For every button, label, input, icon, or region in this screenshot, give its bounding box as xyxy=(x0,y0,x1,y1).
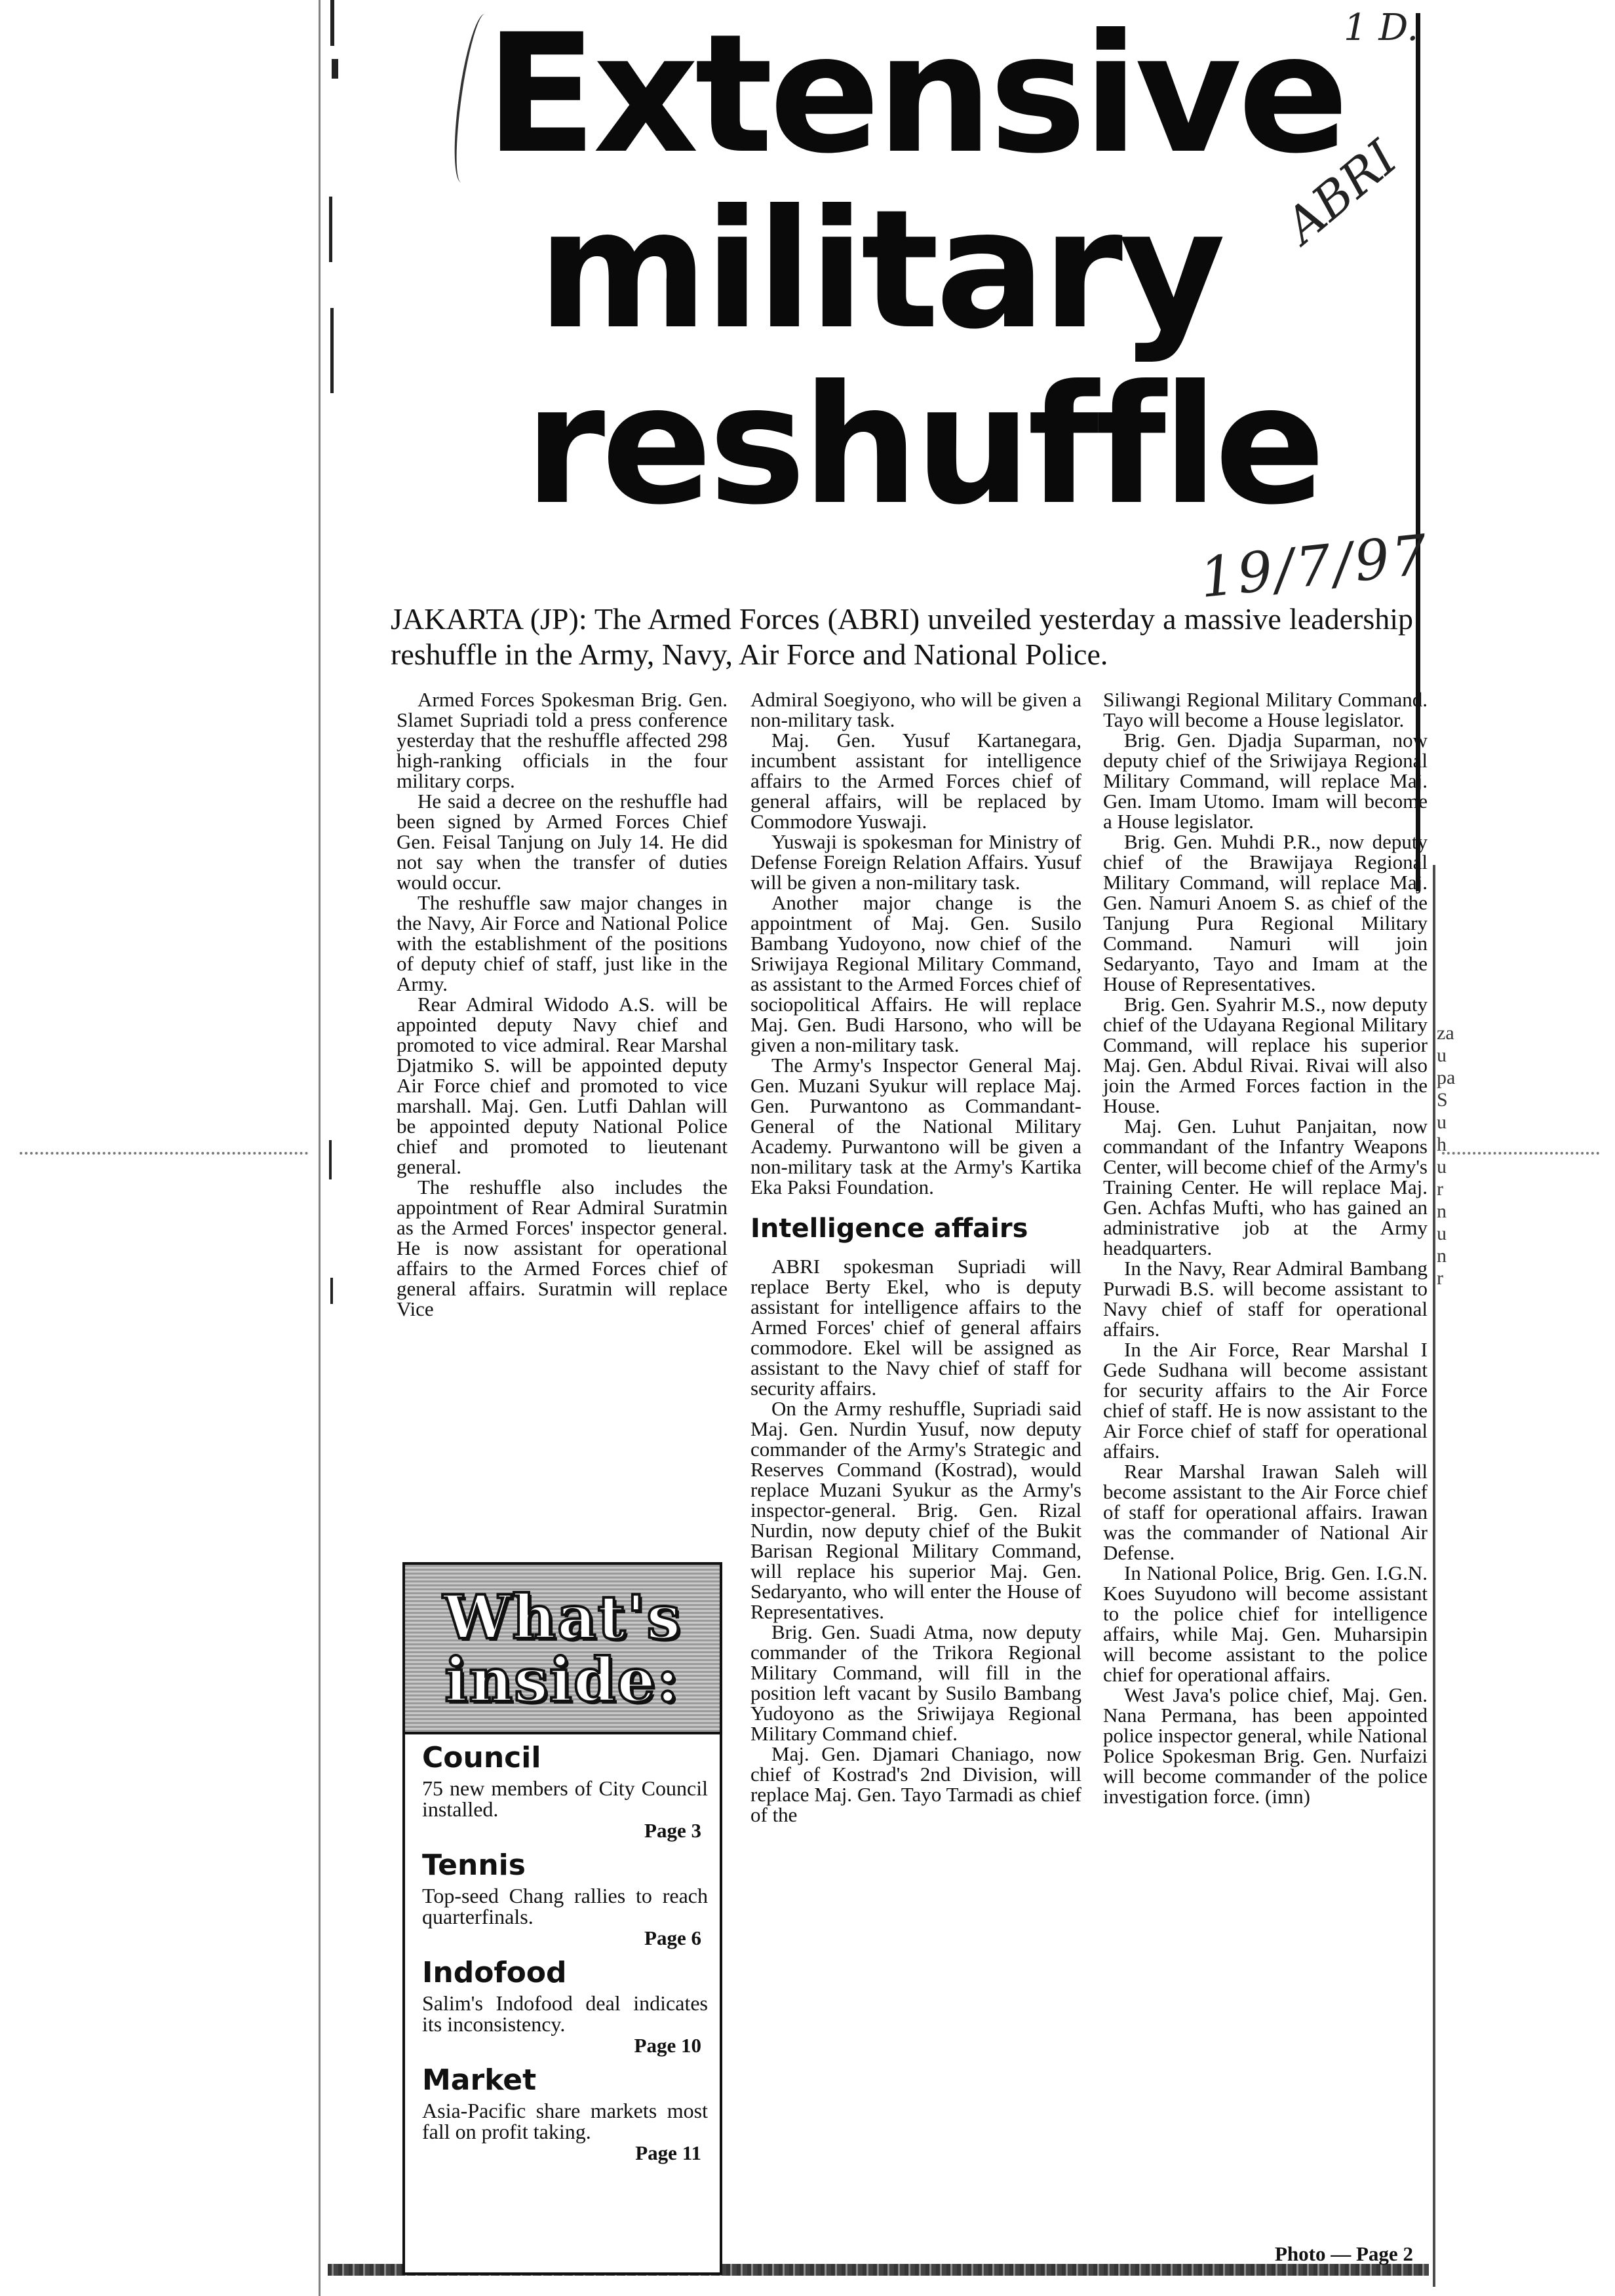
headline-line-3: reshuffle xyxy=(524,350,1322,541)
handwritten-date: 19/7/97 xyxy=(1196,522,1433,611)
paragraph: Another major change is the appointment of Maj. Gen. Susilo Bambang Yudoyono, now chief of the Sriwijaya Regional Military Command, as assistant to the Armed Forces chief of sociopolitical Affairs. He will replace Maj. Gen. Budi Harsono, who will be given a non-military task. xyxy=(750,891,1081,1056)
margin-fragment: pa xyxy=(1437,1067,1456,1088)
headline-line-1: Extensive xyxy=(485,0,1346,189)
inside-item-council xyxy=(405,1734,720,1842)
paragraph: The Army's Inspector General Maj. Gen. Muzani Syukur will replace Maj. Gen. Purwantono as Commandant-General of the National Military Academy. Purwantono will be given a non-military task at the Army's Kartika Eka Paksi Foundation. xyxy=(750,1054,1081,1198)
whats-inside-heading-line-1: What's xyxy=(442,1581,682,1653)
paragraph: The reshuffle also includes the appointment of Rear Admiral Suratmin as the Armed Forces' inspector general. He is now assistant for operational affairs to the Armed Forces chief of general affairs. Suratmin will replace Vice xyxy=(397,1176,728,1320)
headline xyxy=(485,0,1390,541)
inside-item-indofood xyxy=(405,1949,720,2057)
photo-credit: Photo — Page 2 xyxy=(1275,2242,1413,2265)
margin-fragment: u xyxy=(1437,1156,1447,1177)
paragraph: Rear Admiral Widodo A.S. will be appointed deputy Navy chief and promoted to vice admiral. Rear Marshal Djatmiko S. will be appointed deputy Air Force chief and promoted to vice marshall. Maj. Gen. Lutfi Dahlan will be appointed deputy National Police chief and promoted to lieutenant general. xyxy=(397,993,728,1178)
inside-item-desc: 75 new members of City Council installed. xyxy=(422,1776,708,1821)
paragraph: Brig. Gen. Muhdi P.R., now deputy chief of the Brawijaya Regional Military Command, will replace Maj. Gen. Namuri Anoem S. as chief of the Tanjung Pura Regional Military Command. Namuri will join Sedaryanto, Tayo and Imam at the House of Representatives. xyxy=(1103,830,1428,995)
margin-fragment: h xyxy=(1437,1134,1447,1155)
article-column-2 xyxy=(750,689,1081,1825)
paragraph: Brig. Gen. Suadi Atma, now deputy commander of the Trikora Regional Military Command, will fill in the position left vacant by Susilo Bambang Yudoyono as the Sriwijaya Regional Military Command chief. xyxy=(750,1620,1081,1745)
inside-item-title: Tennis xyxy=(422,1848,526,1882)
whats-inside-box xyxy=(402,1562,722,2275)
scan-edge-left xyxy=(319,0,321,2296)
paragraph: Maj. Gen. Yusuf Kartanegara, incumbent assistant for intelligence affairs to the Armed Forces chief of general affairs, will be replaced by Commodore Yuswaji. xyxy=(750,729,1081,833)
scan-edge-right-lower xyxy=(1433,865,1435,2287)
article-column-1 xyxy=(397,689,728,1319)
inside-item-page: Page 11 xyxy=(635,2141,701,2164)
margin-fragment: r xyxy=(1437,1267,1443,1289)
whats-inside-heading xyxy=(405,1565,720,1734)
handwritten-tag: ABRI xyxy=(1274,130,1408,254)
paragraph: Yuswaji is spokesman for Ministry of Defense Foreign Relation Affairs. Yusuf will be given a non-military task. xyxy=(750,830,1081,894)
margin-fragment: u xyxy=(1437,1044,1447,1066)
margin-fragment: za xyxy=(1437,1022,1454,1044)
paragraph: Maj. Gen. Luhut Panjaitan, now commandant of the Infantry Weapons Center, will become chief of the Army's Training Center. He will replace Maj. Gen. Achfas Mufti, who has gained an administrative job at the Army headquarters. xyxy=(1103,1115,1428,1259)
paragraph: Brig. Gen. Djadja Suparman, now deputy chief of the Sriwijaya Regional Military Command, will replace Maj. Gen. Imam Utomo. Imam will become a House legislator. xyxy=(1103,729,1428,833)
handwritten-corner-note: 1 D. xyxy=(1344,7,1419,49)
whats-inside-heading-line-2: inside: xyxy=(444,1644,680,1715)
inside-item-desc: Salim's Indofood deal indicates its inconsistency. xyxy=(422,1991,708,2036)
paragraph: He said a decree on the reshuffle had been signed by Armed Forces Chief Gen. Feisal Tanjung on July 14. He did not say when the transfer of duties would occur. xyxy=(397,790,728,894)
scan-noise-line xyxy=(20,1152,308,1155)
paragraph: Admiral Soegiyono, who will be given a non-military task. xyxy=(750,688,1081,731)
scan-noise-line xyxy=(1442,1152,1599,1155)
inside-item-page: Page 6 xyxy=(644,1926,701,1949)
paragraph: Maj. Gen. Djamari Chaniago, now chief of Kostrad's 2nd Division, will replace Maj. Gen. Tayo Tarmadi as chief of the xyxy=(750,1742,1081,1826)
paragraph: Rear Marshal Irawan Saleh will become assistant to the Air Force chief of staff for operational affairs. Irawan was the commander of National Air Defense. xyxy=(1103,1460,1428,1564)
paragraph: Armed Forces Spokesman Brig. Gen. Slamet Supriadi told a press conference yesterday that the reshuffle affected 298 high-ranking officials in the four military corps. xyxy=(397,688,728,792)
inside-item-title: Market xyxy=(422,2063,537,2097)
paragraph: In National Police, Brig. Gen. I.G.N. Koes Suyudono will become assistant to the police chief for intelligence affairs, while Maj. Gen. Muharsipin will become assistant to the police chief for operational affairs. xyxy=(1103,1561,1428,1686)
paragraph: West Java's police chief, Maj. Gen. Nana Permana, has been appointed police inspector general, while National Police Spokesman Brig. Gen. Nurfaizi will become commander of the police investigation force. (imn) xyxy=(1103,1683,1428,1808)
paragraph: ABRI spokesman Supriadi will replace Berty Ekel, who is deputy assistant for intelligence affairs to the Armed Forces' chief of general affairs commodore. Ekel will be assigned as assistant to the Navy chief of staff for security affairs. xyxy=(750,1255,1081,1400)
inside-item-market xyxy=(405,2057,720,2164)
article-column-3 xyxy=(1103,689,1428,1807)
adjacent-clipping-fragments xyxy=(1437,1022,1463,1290)
paragraph: The reshuffle saw major changes in the Navy, Air Force and National Police with the establishment of the positions of deputy chief of staff, just like in the Army. xyxy=(397,891,728,995)
inside-item-desc: Asia-Pacific share markets most fall on profit taking. xyxy=(422,2099,708,2143)
headline-line-2: military xyxy=(537,174,1222,365)
inside-item-desc: Top-seed Chang rallies to reach quarterfinals. xyxy=(422,1884,708,1928)
paragraph: Brig. Gen. Syahrir M.S., now deputy chief of the Udayana Regional Military Command, will replace his superior Maj. Gen. Abdul Rivai. Rivai will also join the Armed Forces faction in the House. xyxy=(1103,993,1428,1117)
paragraph: Siliwangi Regional Military Command. Tayo will become a House legislator. xyxy=(1103,688,1428,731)
inside-item-tennis xyxy=(405,1842,720,1949)
inside-item-title: Indofood xyxy=(422,1956,567,1989)
paragraph: In the Air Force, Rear Marshal I Gede Sudhana will become assistant for security affairs to the Air Force chief of staff. He is now assistant to the Air Force chief of staff for operational affairs. xyxy=(1103,1338,1428,1463)
paragraph: In the Navy, Rear Admiral Bambang Purwadi B.S. will become assistant to Navy chief of staff for operational affairs. xyxy=(1103,1257,1428,1341)
lede-paragraph: JAKARTA (JP): The Armed Forces (ABRI) unveiled yesterday a massive leadership reshuffle in the Army, Navy, Air Force and National Police. xyxy=(391,602,1413,671)
subheading: Intelligence affairs xyxy=(750,1214,1028,1244)
inside-item-page: Page 10 xyxy=(634,2034,701,2057)
inside-item-page: Page 3 xyxy=(644,1819,701,1842)
inside-item-title: Council xyxy=(422,1741,541,1774)
margin-fragment: S xyxy=(1437,1089,1448,1111)
margin-fragment: r xyxy=(1437,1178,1443,1200)
margin-fragment: u xyxy=(1437,1223,1447,1244)
margin-fragment: u xyxy=(1437,1111,1447,1133)
margin-fragment: n xyxy=(1437,1200,1447,1222)
margin-fragment: n xyxy=(1437,1245,1447,1267)
paragraph: On the Army reshuffle, Supriadi said Maj. Gen. Nurdin Yusuf, now deputy commander of the Army's Strategic and Reserves Command (Kostrad), would replace Muzani Syukur as the Army's inspector-general. Brig. Gen. Rizal Nurdin, now deputy chief of the Bukit Barisan Regional Military Command, will replace his superior Maj. Gen. Sedaryanto, who will enter the House of Representatives. xyxy=(750,1397,1081,1623)
